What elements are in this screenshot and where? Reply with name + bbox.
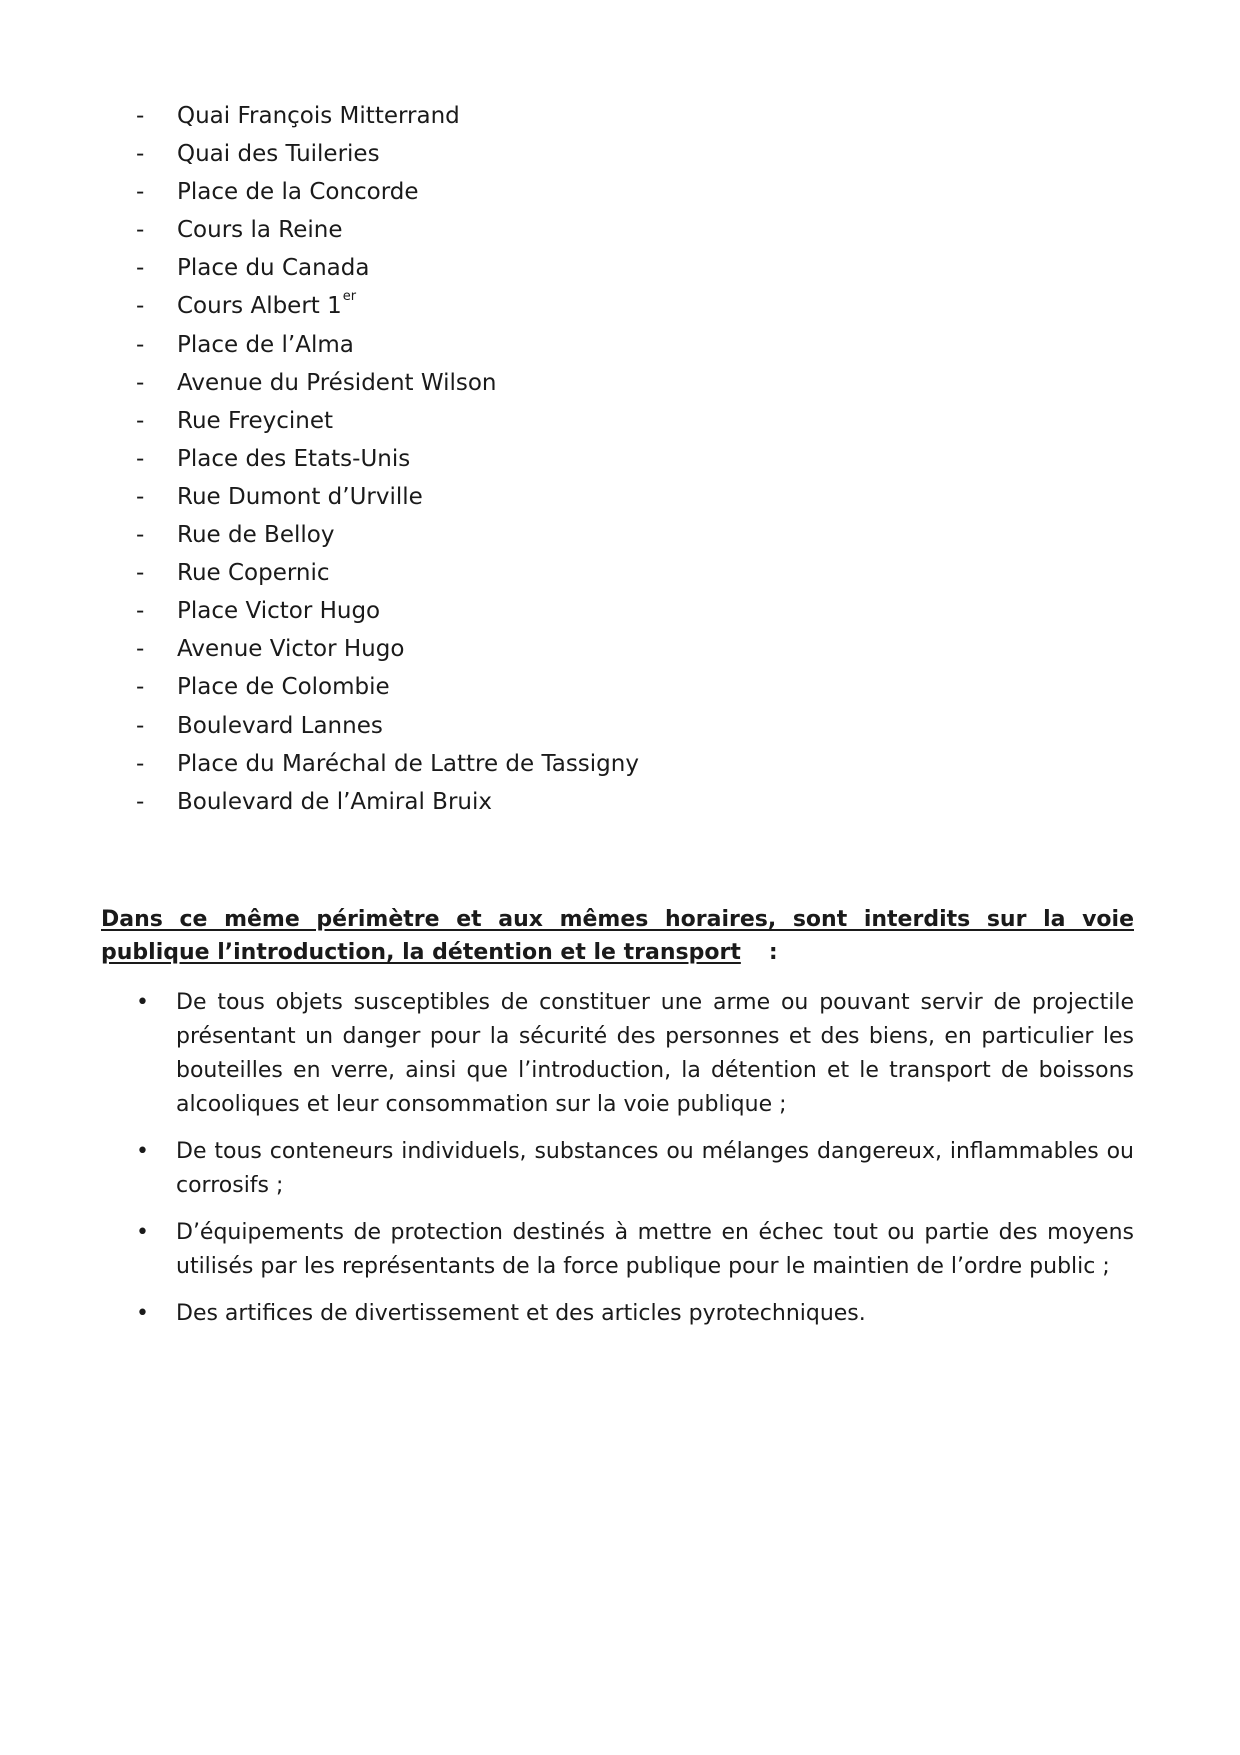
street-name: Place de Colombie [177,674,390,701]
street-name: Boulevard de l’Amiral Bruix [177,788,492,815]
list-dash: - [136,255,145,282]
list-item [136,1297,1134,1331]
list-dash: - [136,141,145,168]
list-dash: - [136,712,145,739]
list-item [136,478,639,516]
street-name: Rue Freycinet [177,407,334,434]
list-item [136,630,639,668]
list-dash: - [136,788,145,815]
list-dash: - [136,331,145,358]
rule-text: D’équipements de protection destinés à mettre en échec tout ou partie des moyens utilisés par les représentants de la force publique pour le maintien de l’ordre public ; [176,1220,1134,1279]
list-item [136,249,639,287]
street-name: Rue Copernic [177,560,330,587]
rule-text: De tous objets susceptibles de constituer une arme ou pouvant servir de projectile présentant un danger pour la sécurité des personnes et des biens, en particulier les bouteilles en verre, ainsi que l’introduction, la détention et le transport de boissons alcooliques et leur consommation sur la voie publique ; [176,990,1134,1117]
street-name: Boulevard Lannes [177,712,383,739]
street-name: Place du Canada [177,255,370,282]
street-name: Place du Maréchal de Lattre de Tassigny [177,750,639,777]
list-item [136,402,639,440]
section-heading [101,903,1134,969]
list-dash: - [136,750,145,777]
section-heading-text: Dans ce même périmètre et aux mêmes horaires, sont interdits sur la voie publique l’introduction, la détention et le transport [101,907,1134,965]
list-item [136,745,639,783]
list-item [136,364,639,402]
ordinal-superscript: er [342,289,357,305]
list-item [136,668,639,706]
list-dash: - [136,636,145,663]
list-item [136,986,1134,1122]
bullet-icon: • [136,990,149,1015]
list-dash: - [136,179,145,206]
street-name: Quai des Tuileries [177,141,380,168]
street-name: Cours la Reine [177,217,343,244]
street-list [136,97,639,821]
list-dash: - [136,560,145,587]
section-heading-colon: : [768,940,778,965]
list-dash: - [136,103,145,129]
list-item [136,326,639,364]
list-item [136,554,639,592]
list-dash: - [136,217,145,244]
list-dash: - [136,483,145,510]
street-name: Rue de Belloy [177,522,335,549]
street-name: Quai François Mitterrand [177,103,460,129]
list-item [136,135,639,173]
list-dash: - [136,674,145,701]
list-item [136,707,639,745]
bullet-icon: • [136,1220,149,1245]
list-item [136,173,639,211]
bullet-icon: • [136,1139,149,1164]
list-dash: - [136,293,145,320]
bullet-icon: • [136,1301,149,1326]
list-item [136,97,639,135]
list-item [136,592,639,630]
street-name: Place Victor Hugo [177,598,381,625]
rule-text: De tous conteneurs individuels, substances ou mélanges dangereux, inflammables ou corrosifs ; [176,1139,1134,1198]
list-dash: - [136,522,145,549]
street-name: Avenue Victor Hugo [177,636,405,663]
list-dash: - [136,369,145,396]
street-name: Place des Etats-Unis [177,445,411,472]
list-item [136,1216,1134,1284]
street-name: Rue Dumont d’Urville [177,483,423,510]
street-name: Avenue du Président Wilson [177,369,497,396]
list-item [136,287,639,325]
street-name [176,287,356,325]
list-item [136,516,639,554]
list-dash: - [136,407,145,434]
list-item [136,783,639,821]
list-item [136,211,639,249]
prohibited-items-list [136,986,1134,1344]
list-dash: - [136,598,145,625]
street-name: Place de la Concorde [177,179,419,206]
list-dash: - [136,445,145,472]
rule-text: Des artifices de divertissement et des articles pyrotechniques. [176,1301,866,1326]
list-item [136,440,639,478]
list-item [136,1135,1134,1203]
street-name: Place de l’Alma [177,331,354,358]
street-name-text: Cours Albert 1 [177,293,342,320]
